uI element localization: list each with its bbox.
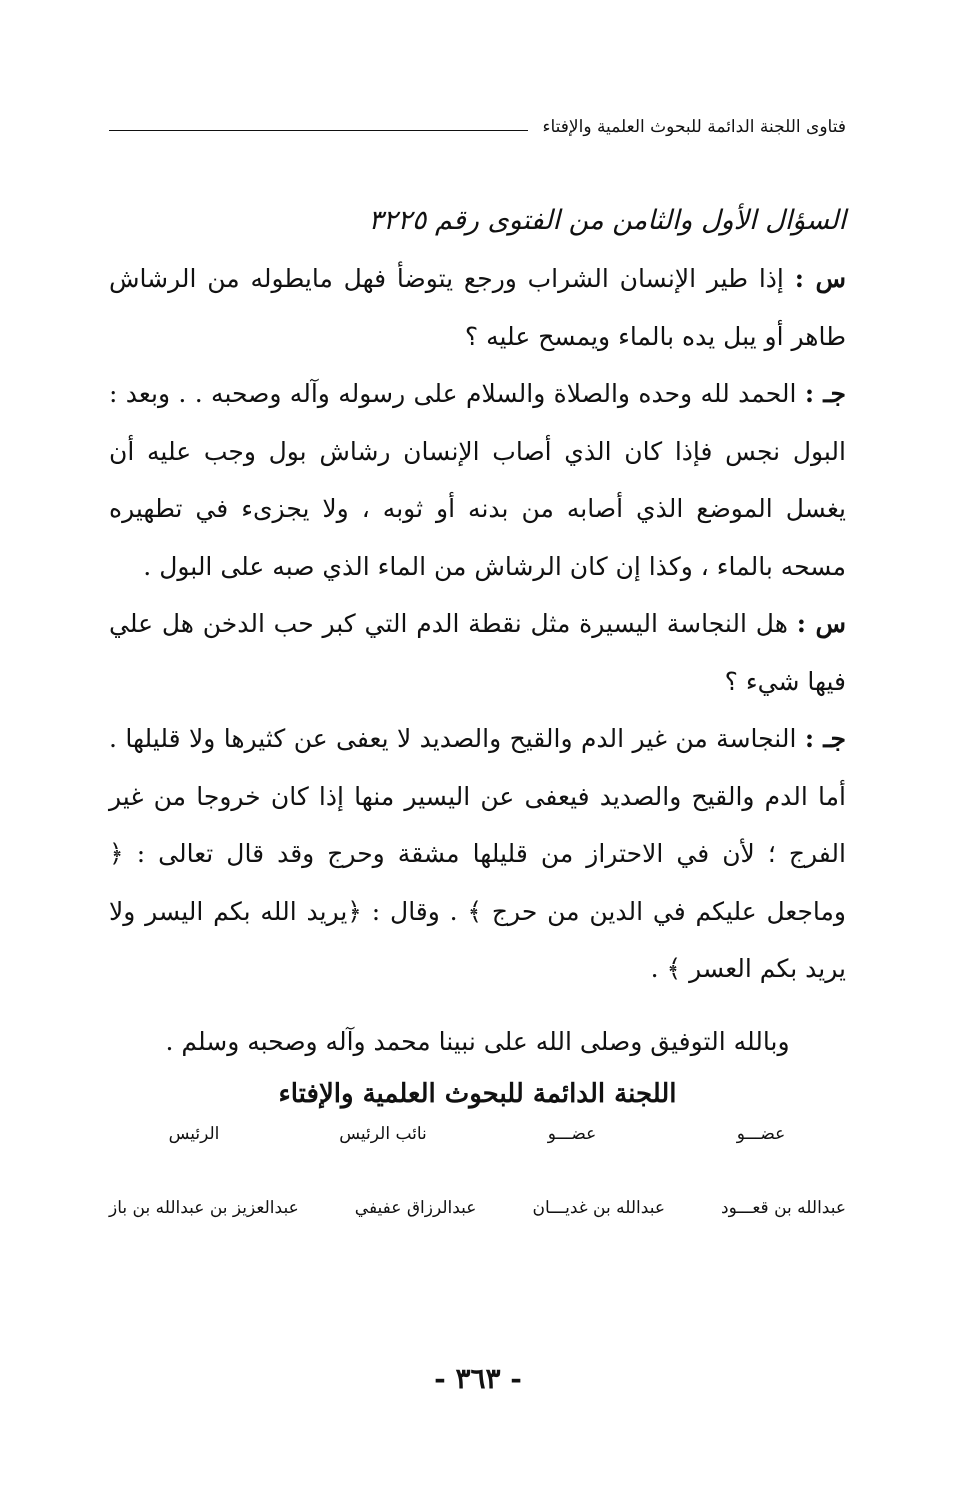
page-number: - ٣٦٣ - [434, 1362, 522, 1395]
question-text: هل النجاسة اليسيرة مثل نقطة الدم التي كبر حب الدخن هل علي فيها شيء ؟ [109, 609, 846, 696]
role-member-1: عضـــو [736, 1124, 786, 1144]
role-member-2: عضـــو [547, 1124, 597, 1144]
question-paragraph [109, 595, 846, 710]
answer-text: الحمد لله وحده والصلاة والسلام على رسوله وآله وصحبه . . وبعد : البول نجس فإذا كان الذي أصاب الإنسان رشاش بول وجب عليه أن يغسل الموضع الذي أصابه من بدنه أو ثوبه ، ولا يجزىء في تطهيره مسحه بالماء ، وكذا إن كان الرشاش من الماء الذي صبه على البول . [109, 379, 846, 581]
running-title: فتاوى اللجنة الدائمة للبحوث العلمية والإفتاء [542, 117, 846, 137]
committee-roles [109, 1124, 846, 1144]
question-paragraph [109, 250, 846, 365]
member-name-2: عبدالله بن غديـــان [532, 1198, 665, 1218]
question-marker: س : [794, 264, 847, 293]
role-vice-president: نائب الرئيس [339, 1124, 427, 1144]
running-header [109, 112, 846, 142]
header-rule [109, 130, 528, 131]
committee-name: اللجنة الدائمة للبحوث العلمية والإفتاء [278, 1079, 677, 1109]
fatwa-body [109, 250, 846, 998]
fatwa-heading: السؤال الأول والثامن من الفتوى رقم ٣٢٢٥ [368, 205, 846, 236]
member-name-4: عبدالعزيز بن عبدالله بن باز [109, 1198, 299, 1218]
committee-members [109, 1198, 846, 1218]
question-marker: س : [796, 609, 846, 638]
answer-paragraph [109, 710, 846, 998]
answer-marker: جـ : [804, 724, 847, 753]
member-name-1: عبدالله بن قعـــود [721, 1198, 846, 1218]
closing-line: وبالله التوفيق وصلى الله على نبينا محمد وآله وصحبه وسلم . [165, 1027, 790, 1056]
answer-paragraph [109, 365, 846, 595]
question-text: إذا طير الإنسان الشراب ورجع يتوضأ فهل مايطوله من الرشاش طاهر أو يبل يده بالماء ويمسح عليه ؟ [109, 264, 846, 351]
answer-marker: جـ : [804, 379, 847, 408]
answer-text: النجاسة من غير الدم والقيح والصديد لا يعفى عن كثيرها ولا قليلها . أما الدم والقيح والصديد فيعفى عن اليسير منها إذا كان خروجا من غير الفرج ؛ لأن في الاحتراز من قليلها مشقة وحرج وقد قال تعالى : ﴿ وماجعل عليكم في الدين من حرج ﴾ . وقال : ﴿يريد الله بكم اليسر ولا يريد بكم العسر ﴾ . [109, 724, 846, 983]
member-name-3: عبدالرزاق عفيفي [354, 1198, 477, 1218]
role-president: الرئيس [168, 1124, 220, 1144]
